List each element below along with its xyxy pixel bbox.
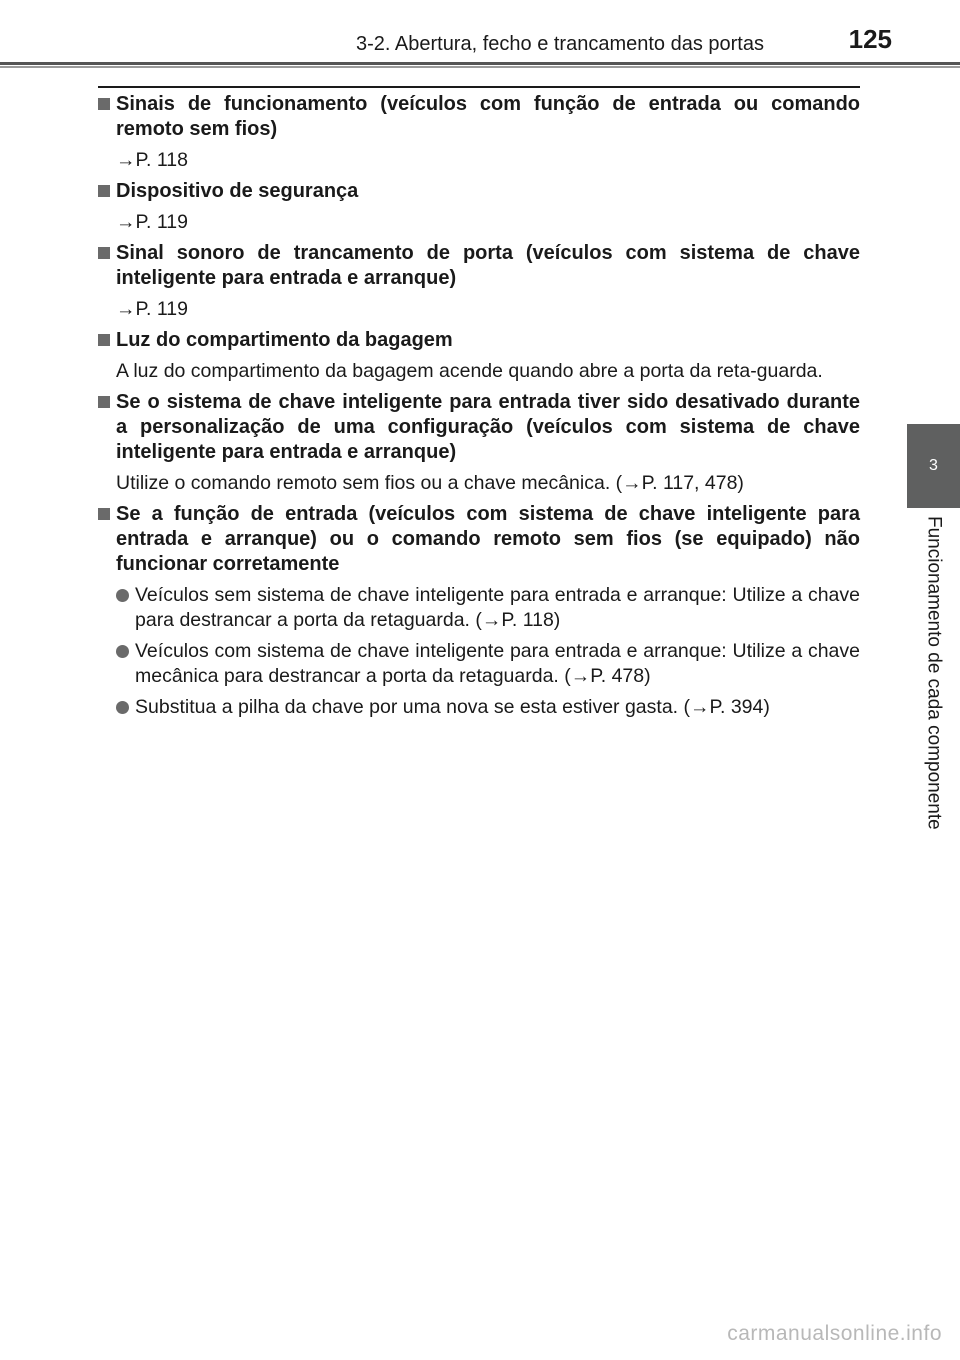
section-heading-text: Se o sistema de chave inteligente para entrada tiver sido desativado durante a personalização de uma configuração (veículos com sistema de chave inteligente para entrada e arranque) xyxy=(116,391,860,463)
section-heading xyxy=(98,328,860,353)
section-heading xyxy=(98,241,860,291)
square-bullet-icon xyxy=(98,185,110,197)
section-heading-text: Dispositivo de segurança xyxy=(116,180,359,202)
section-heading xyxy=(98,390,860,465)
section-entry-malfunction xyxy=(98,502,860,720)
chapter-title: Funcionamento de cada componente xyxy=(923,516,945,830)
page-number: 125 xyxy=(848,24,892,54)
content-top-rule xyxy=(98,86,860,88)
square-bullet-icon xyxy=(98,98,110,110)
section-heading-text: Sinal sonoro de trancamento de porta (veículos com sistema de chave inteligente para entrada e arranque) xyxy=(116,242,860,289)
section-operation-signals xyxy=(98,92,860,173)
chapter-number: 3 xyxy=(929,457,938,474)
section-heading-text: Sinais de funcionamento (veículos com função de entrada ou comando remoto sem fios) xyxy=(116,93,860,140)
page-header xyxy=(0,0,960,70)
section-heading-text: Luz do compartimento da bagagem xyxy=(116,329,453,351)
section-lock-buzzer xyxy=(98,241,860,322)
section-heading xyxy=(98,502,860,577)
page-reference: →P. 118 xyxy=(116,149,188,171)
bullet-list xyxy=(98,583,860,720)
page-reference: →P. 119 xyxy=(116,298,188,320)
section-smart-key-disabled xyxy=(98,390,860,496)
list-item xyxy=(116,639,860,689)
watermark: carmanualsonline.info xyxy=(727,1322,942,1345)
square-bullet-icon xyxy=(98,247,110,259)
square-bullet-icon xyxy=(98,396,110,408)
section-heading xyxy=(98,179,860,204)
section-body: Utilize o comando remoto sem fios ou a chave mecânica. (→P. 117, 478) xyxy=(116,472,744,494)
chapter-tab xyxy=(907,424,960,508)
header-section-title: 3-2. Abertura, fecho e trancamento das portas xyxy=(355,33,764,55)
round-bullet-icon xyxy=(116,701,129,714)
page-reference: →P. 119 xyxy=(116,211,188,233)
header-rule xyxy=(0,62,960,65)
section-heading-text: Se a função de entrada (veículos com sistema de chave inteligente para entrada e arranque) ou o comando remoto sem fios (se equipado) não funcionar corretamente xyxy=(116,503,860,575)
list-item xyxy=(116,583,860,633)
section-body: A luz do compartimento da bagagem acende quando abre a porta da reta-guarda. xyxy=(116,360,823,382)
round-bullet-icon xyxy=(116,589,129,602)
list-item xyxy=(116,695,860,720)
square-bullet-icon xyxy=(98,508,110,520)
list-item-text: Veículos com sistema de chave inteligente para entrada e arranque: Utilize a chave mecânica para destrancar a porta da retaguarda. (→P. 478) xyxy=(135,640,860,687)
section-security-device xyxy=(98,179,860,235)
list-item-text: Substitua a pilha da chave por uma nova se esta estiver gasta. (→P. 394) xyxy=(135,696,770,718)
section-heading xyxy=(98,92,860,142)
header-rule-secondary xyxy=(0,66,960,68)
page-content xyxy=(98,92,860,726)
section-luggage-light xyxy=(98,328,860,384)
round-bullet-icon xyxy=(116,645,129,658)
list-item-text: Veículos sem sistema de chave inteligente para entrada e arranque: Utilize a chave para destrancar a porta da retaguarda. (→P. 118) xyxy=(135,584,860,631)
square-bullet-icon xyxy=(98,334,110,346)
chapter-title-wrap xyxy=(907,516,960,866)
